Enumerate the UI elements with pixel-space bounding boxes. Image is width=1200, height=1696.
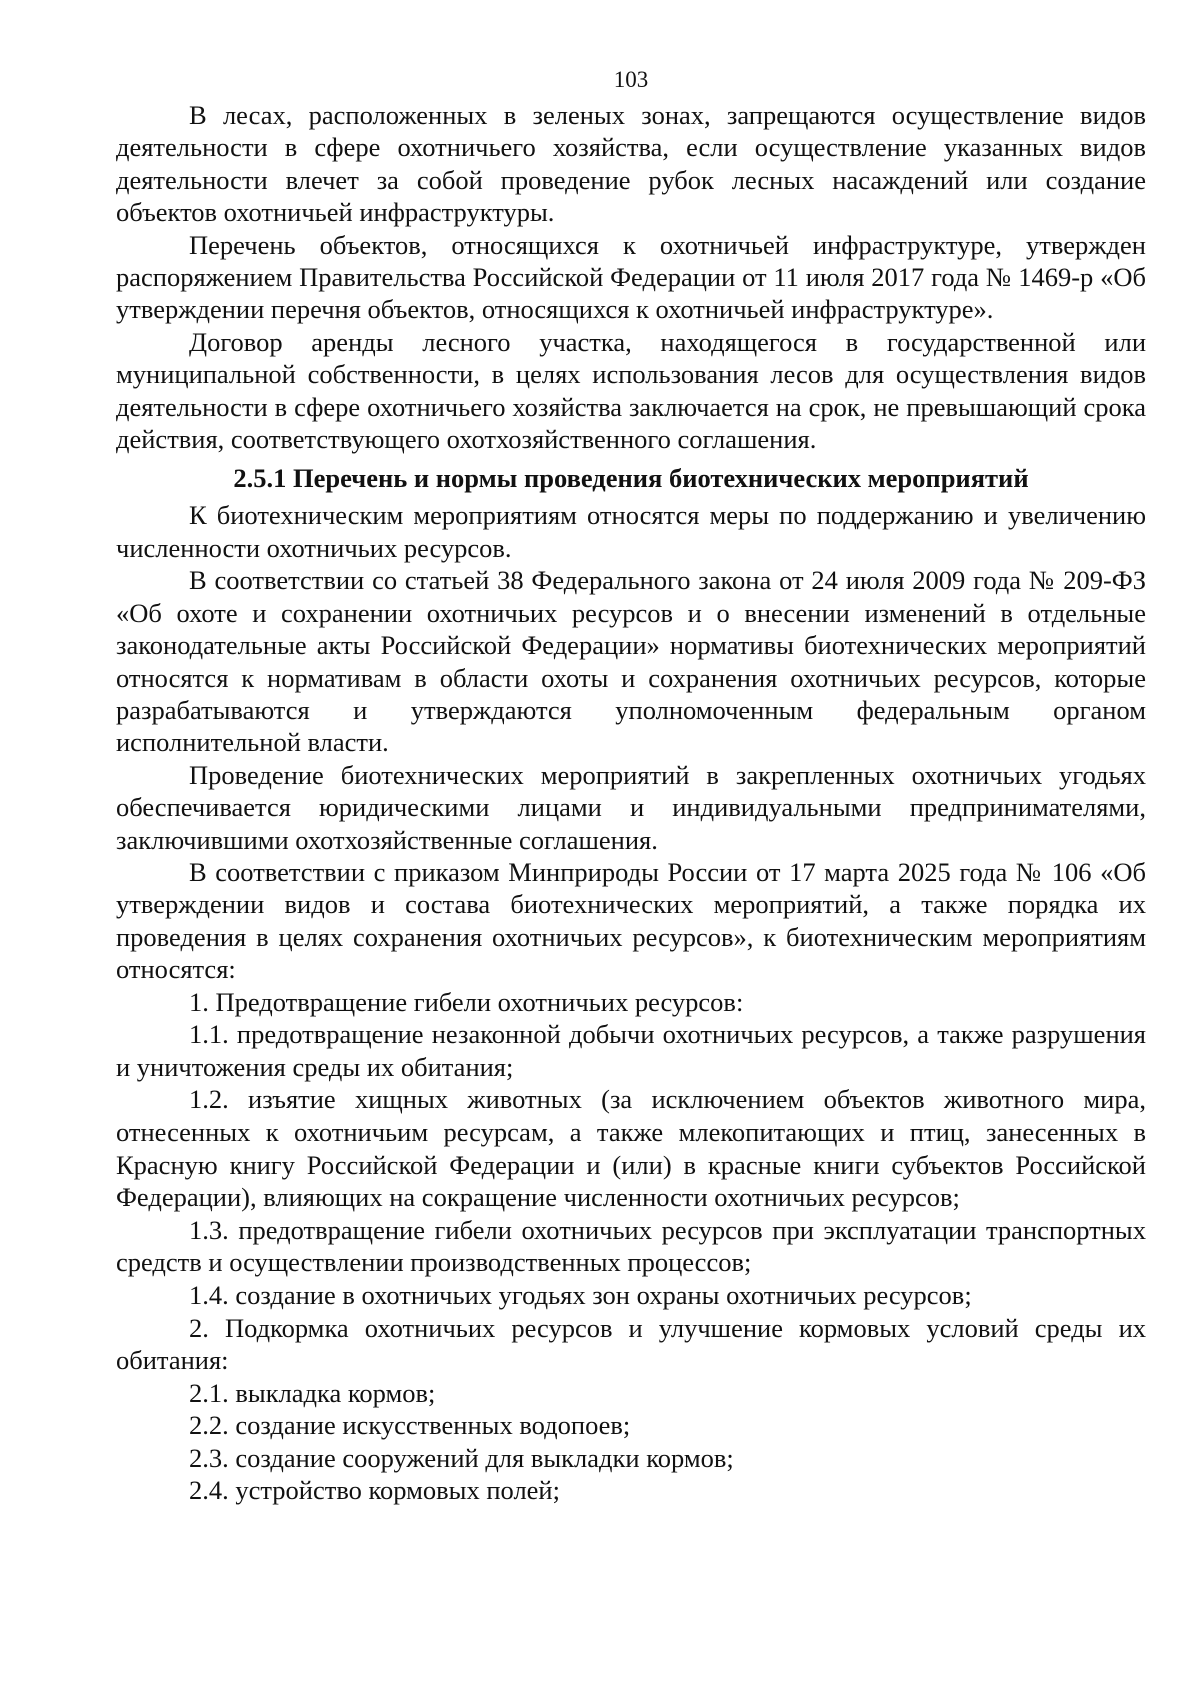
paragraph-federal-law: В соответствии со статьей 38 Федерального закона от 24 июля 2009 года № 209-ФЗ «Об охоте и сохранении охотничьих ресурсов и о внесении изменений в отдельные законодательные акты Российской Федерации» нормативы биотехнических мероприятий относятся к нормативам в области охоты и сохранения охотничьих ресурсов, которые разрабатываются и утверждаются уполномоченным федеральным органом исполнительной власти. [116, 565, 1146, 758]
paragraph-biotech-definition: К биотехническим мероприятиям относятся меры по поддержанию и увеличению численности охотничьих ресурсов. [116, 500, 1146, 563]
document-page [116, 68, 1146, 1507]
section-heading: 2.5.1 Перечень и нормы проведения биотехнических мероприятий [233, 463, 1029, 494]
paragraph-hunting-grounds: Проведение биотехнических мероприятий в закрепленных охотничьих угодьях обеспечивается юридическими лицами и индивидуальными предпринимателями, заключившими охотхозяйственные соглашения. [116, 759, 1146, 855]
paragraph-lease-agreement: Договор аренды лесного участка, находящегося в государственной или муниципальной собственности, в целях использования лесов для осуществления видов деятельности в сфере охотничьего хозяйства заключается на срок, не превышающий срока действия, соответствующего охотхозяйственного соглашения. [116, 326, 1146, 455]
list-item: 2.4. устройство кормовых полей; [189, 1475, 560, 1506]
list-item: 1.3. предотвращение гибели охотничьих ресурсов при эксплуатации транспортных средств и осуществлении производственных процессов; [116, 1214, 1146, 1278]
list-item: 1.4. создание в охотничьих угодьях зон охраны охотничьих ресурсов; [189, 1279, 972, 1310]
list-item: 1.2. изъятие хищных животных (за исключением объектов животного мира, отнесенных к охотничьим ресурсам, а также млекопитающих и птиц, занесенных в Красную книгу Российской Федерации и (или) в красные книги субъектов Российской Федерации), влияющих на сокращение численности охотничьих ресурсов; [116, 1084, 1146, 1213]
list-item: 2.1. выкладка кормов; [189, 1377, 436, 1408]
paragraph-green-zones: В лесах, расположенных в зеленых зонах, запрещаются осуществление видов деятельности в сфере охотничьего хозяйства, если осуществление указанных видов деятельности влечет за собой проведение рубок лесных насаждений или создание объектов охотничьей инфраструктуры. [116, 100, 1146, 228]
paragraph-ministry-order: В соответствии с приказом Минприроды России от 17 марта 2025 года № 106 «Об утверждении видов и состава биотехнических мероприятий, а также порядка их проведения в целях сохранения охотничьих ресурсов», к биотехническим мероприятиям относятся: [116, 856, 1146, 985]
list-item: 1. Предотвращение гибели охотничьих ресурсов: [189, 986, 744, 1017]
list-item: 2. Подкормка охотничьих ресурсов и улучшение кормовых условий среды их обитания: [116, 1312, 1146, 1376]
measures-list [116, 986, 1146, 1508]
paragraph-infrastructure-list: Перечень объектов, относящихся к охотничьей инфраструктуре, утвержден распоряжением Правительства Российской Федерации от 11 июля 2017 года № 1469-р «Об утверждении перечня объектов, относящихся к охотничьей инфраструктуре». [116, 229, 1146, 325]
list-item: 2.3. создание сооружений для выкладки кормов; [189, 1442, 734, 1473]
list-item: 1.1. предотвращение незаконной добычи охотничьих ресурсов, а также разрушения и уничтожения среды их обитания; [116, 1019, 1146, 1082]
list-item: 2.2. создание искусственных водопоев; [189, 1410, 631, 1441]
page-number: 103 [613, 67, 649, 92]
